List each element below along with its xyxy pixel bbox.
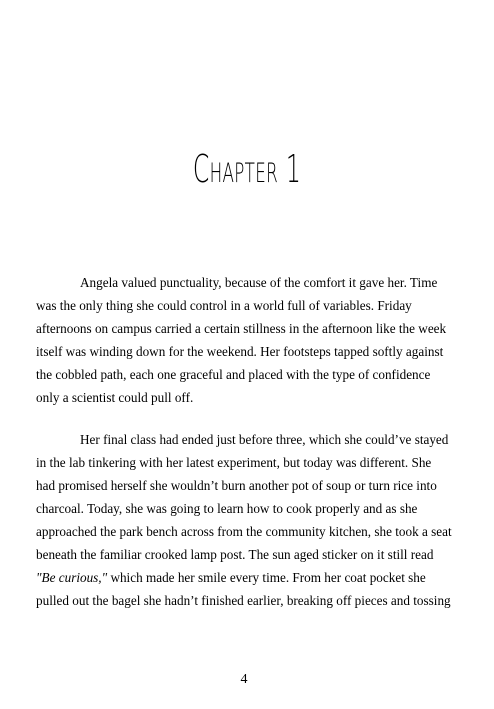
paragraph-2 xyxy=(36,429,460,612)
quote-line-rest: which made her smile every time. From her coat pocket she xyxy=(107,569,426,585)
text-line-with-quote xyxy=(36,567,460,590)
text-line: approached the park bench across from the community kitchen, she took a seat xyxy=(36,524,452,540)
text-line: beneath the familiar crooked lamp post. The sun aged sticker on it still read xyxy=(36,546,434,562)
paragraph-spacer xyxy=(36,409,460,429)
text-line: had promised herself she wouldn’t burn another pot of soup or turn rice into xyxy=(36,478,437,494)
chapter-body xyxy=(36,272,460,613)
text-line: Angela valued punctuality, because of the comfort it gave her. Time xyxy=(80,275,438,290)
text-line: pulled out the bagel she hadn’t finished earlier, breaking off pieces and tossing xyxy=(36,592,451,608)
text-line: in the lab tinkering with her latest experiment, but today was different. She xyxy=(36,455,432,471)
page-number: 4 xyxy=(240,672,248,687)
chapter-title: Chapter 1 xyxy=(192,147,302,191)
text-line: charcoal. Today, she was going to learn how to cook properly and as she xyxy=(36,501,418,517)
text-line: the cobbled path, each one graceful and placed with the type of confidence xyxy=(36,366,431,382)
text-line: only a scientist could pull off. xyxy=(36,389,194,405)
text-line: was the only thing she could control in a world full of variables. Friday xyxy=(36,297,412,313)
text-line: afternoons on campus carried a certain stillness in the afternoon like the week xyxy=(36,320,447,336)
paragraph-1 xyxy=(36,272,460,409)
text-line: itself was winding down for the weekend. Her footsteps tapped softly against xyxy=(36,343,444,359)
text-line: Her final class had ended just before three, which she could’ve stayed xyxy=(80,432,449,448)
quoted-sticker-text: "Be curious," xyxy=(36,569,108,585)
